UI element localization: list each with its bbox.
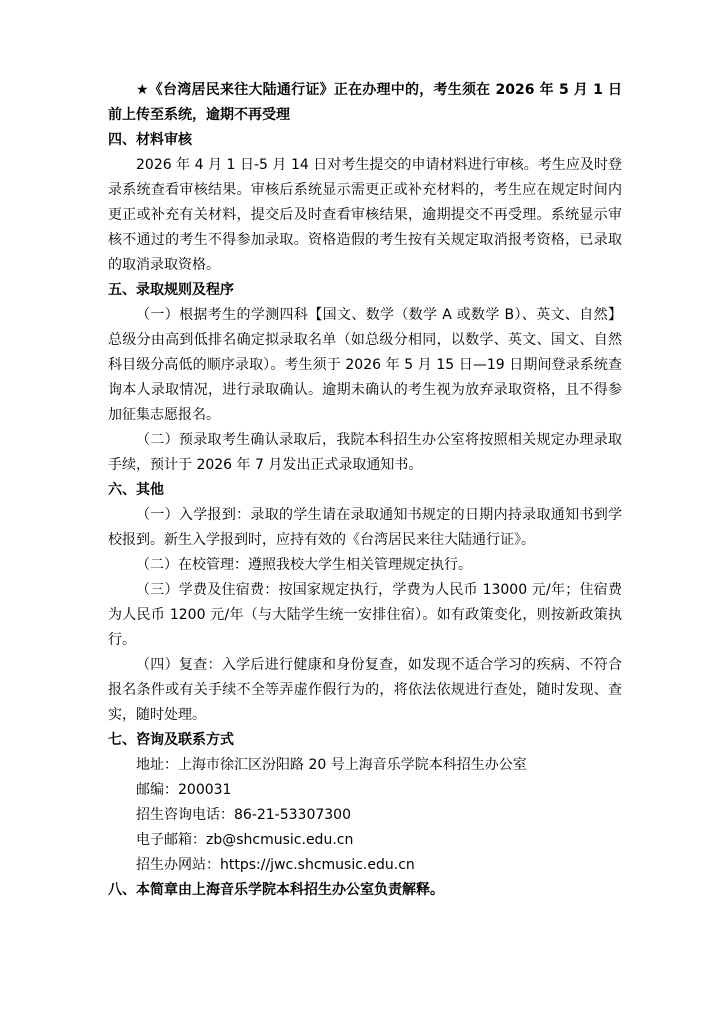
contact-email: 电子邮箱：zb@shcmusic.edu.cn (136, 832, 354, 848)
paragraph: （一）入学报到：录取的学生请在录取通知书规定的日期内持录取通知书到学校报到。新生入学报到时，应持有效的《台湾居民来往大陆通行证》。 (108, 507, 622, 548)
contact-postcode: 邮编：200031 (136, 782, 232, 798)
paragraph: （三）学费及住宿费：按国家规定执行，学费为人民币 13000 元/年；住宿费为人民币 1200 元/年（与大陆学生统一安排住宿）。如有政策变化，则按新政策执行。 (108, 582, 622, 648)
section-heading: 五、录取规则及程序 (108, 282, 234, 298)
paragraph: （一）根据考生的学测四科【国文、数学（数学 A 或数学 B）、英文、自然】总级分由高到低排名确定拟录取名单（如总级分相同，以数学、英文、国文、自然科目级分高低的顺序录取）。考生须于 2026 年 5 月 15 日—19 日期间登录系统查询本人录取情况，进行录取确认。逾期未确认的考生视为放弃录取资格，且不得参加征集志愿报名。 (108, 307, 622, 423)
section-heading: 四、材料审核 (108, 132, 192, 148)
contact-website: 招生办网站：https://jwc.shcmusic.edu.cn (136, 857, 415, 873)
section-contact (108, 728, 622, 878)
paragraph: 2026 年 4 月 1 日-5 月 14 日对考生提交的申请材料进行审核。考生应及时登录系统查看审核结果。审核后系统显示需更正或补充材料的，考生应在规定时间内更正或补充有关材料，提交后及时查看审核结果，逾期提交不再受理。系统显示审核不通过的考生不得参加录取。资格造假的考生按有关规定取消报考资格，已录取的取消录取资格。 (108, 157, 622, 273)
contact-phone: 招生咨询电话：86-21-53307300 (136, 807, 351, 823)
section-heading: 六、其他 (108, 482, 164, 498)
notice-paragraph: ★《台湾居民来往大陆通行证》正在办理中的，考生须在 2026 年 5 月 1 日前上传至系统，逾期不再受理 (108, 82, 622, 123)
paragraph: （二）预录取考生确认录取后，我院本科招生办公室将按照相关规定办理录取手续，预计于 2026 年 7 月发出正式录取通知书。 (108, 432, 622, 473)
paragraph: （四）复查：入学后进行健康和身份复查，如发现不适合学习的疾病、不符合报名条件或有关手续不全等弄虚作假行为的，将依法依规进行查处，随时发现、查实，随时处理。 (108, 657, 622, 723)
section-other (108, 478, 622, 728)
section-heading-interpretation: 八、本简章由上海音乐学院本科招生办公室负责解释。 (108, 882, 444, 898)
section-material-review (108, 128, 622, 278)
section-heading: 七、咨询及联系方式 (108, 732, 234, 748)
contact-address: 地址：上海市徐汇区汾阳路 20 号上海音乐学院本科招生办公室 (136, 757, 527, 773)
paragraph: （二）在校管理：遵照我校大学生相关管理规定执行。 (136, 557, 472, 573)
section-admission-rules (108, 278, 622, 478)
